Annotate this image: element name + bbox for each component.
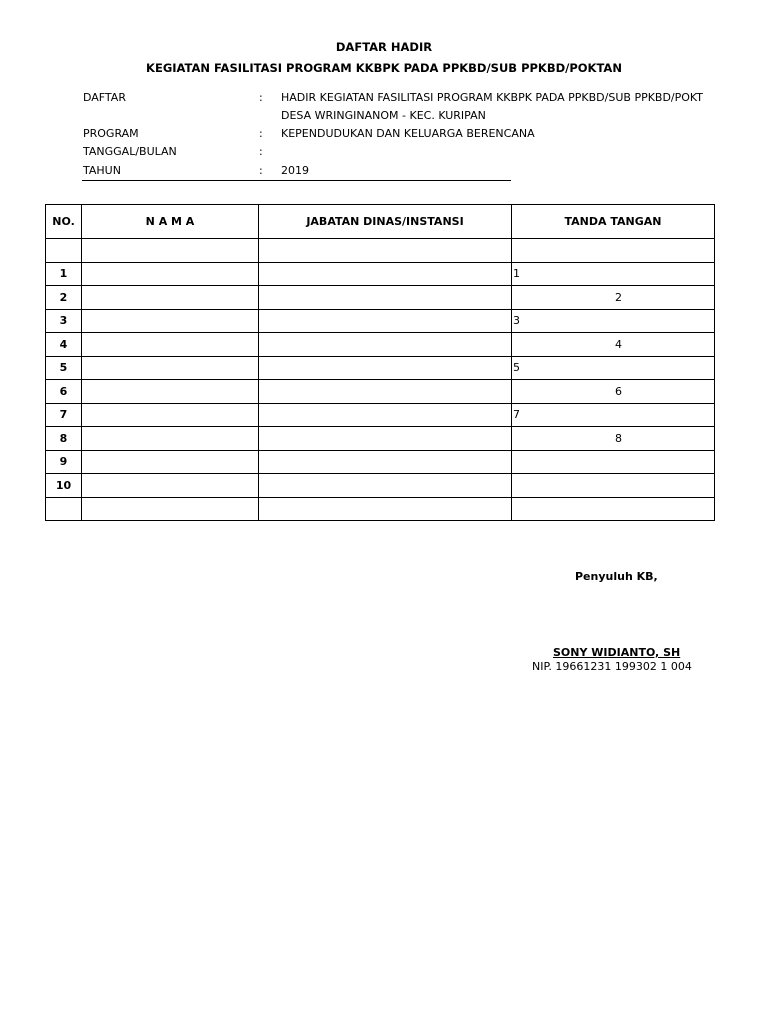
row-no: 8 (46, 427, 82, 451)
row-nama (82, 333, 259, 357)
row-jabatan (259, 403, 512, 427)
row-nama (82, 450, 259, 474)
row-jabatan (259, 497, 512, 521)
row-nama (82, 427, 259, 451)
column-header-jabatan: JABATAN DINAS/INSTANSI (259, 205, 512, 239)
row-signature (512, 497, 715, 521)
column-header-tanda-tangan: TANDA TANGAN (512, 205, 715, 239)
document-title: DAFTAR HADIR (335, 40, 433, 54)
row-no: 4 (46, 333, 82, 357)
info-value-daftar: HADIR KEGIATAN FASILITASI PROGRAM KKBPK PADA PPKBD/SUB PPKBD/POKT (281, 91, 704, 104)
row-signature: 8 (512, 427, 715, 451)
table-row (46, 380, 715, 404)
table-row (46, 403, 715, 427)
row-no: 10 (46, 474, 82, 498)
info-sep-tanggal: : (259, 145, 263, 158)
row-signature: 4 (512, 333, 715, 357)
row-no: 9 (46, 450, 82, 474)
info-value-tahun: 2019 (281, 164, 309, 177)
row-no: 2 (46, 286, 82, 310)
table-row (46, 427, 715, 451)
row-signature (512, 450, 715, 474)
signature-nip: NIP. 19661231 199302 1 004 (532, 660, 692, 673)
row-signature: 3 (512, 309, 715, 333)
signature-role: Penyuluh KB, (575, 570, 658, 583)
signature-name: SONY WIDIANTO, SH (553, 646, 681, 659)
column-header-no: NO. (46, 205, 82, 239)
info-value-program: KEPENDUDUKAN DAN KELUARGA BERENCANA (281, 127, 535, 140)
row-jabatan (259, 309, 512, 333)
table-row (46, 286, 715, 310)
row-nama (82, 286, 259, 310)
table-row (46, 497, 715, 521)
row-jabatan (259, 427, 512, 451)
row-nama (82, 380, 259, 404)
info-sep-daftar: : (259, 91, 263, 104)
table-row (46, 262, 715, 286)
table-row (46, 474, 715, 498)
row-jabatan (259, 262, 512, 286)
table-row (46, 356, 715, 380)
row-jabatan (259, 450, 512, 474)
table-row (46, 333, 715, 357)
row-no (46, 497, 82, 521)
row-nama (82, 356, 259, 380)
row-no: 5 (46, 356, 82, 380)
column-header-nama: N A M A (82, 205, 259, 239)
info-sep-tahun: : (259, 164, 263, 177)
attendance-table (45, 204, 715, 521)
table-row (46, 309, 715, 333)
row-no: 1 (46, 262, 82, 286)
row-nama (82, 403, 259, 427)
table-row (46, 450, 715, 474)
row-no: 7 (46, 403, 82, 427)
row-jabatan (259, 356, 512, 380)
info-label-tahun: TAHUN (83, 164, 121, 177)
row-signature (512, 239, 715, 263)
info-label-daftar: DAFTAR (83, 91, 126, 104)
row-nama (82, 309, 259, 333)
row-nama (82, 262, 259, 286)
row-jabatan (259, 286, 512, 310)
row-nama (82, 497, 259, 521)
row-jabatan (259, 474, 512, 498)
row-nama (82, 239, 259, 263)
info-value-daftar-line2: DESA WRINGINANOM - KEC. KURIPAN (281, 109, 486, 122)
info-sep-program: : (259, 127, 263, 140)
row-jabatan (259, 380, 512, 404)
row-no (46, 239, 82, 263)
row-no: 6 (46, 380, 82, 404)
header-underline (82, 180, 511, 181)
row-signature: 5 (512, 356, 715, 380)
row-signature: 6 (512, 380, 715, 404)
row-no: 3 (46, 309, 82, 333)
row-signature (512, 474, 715, 498)
row-jabatan (259, 239, 512, 263)
info-label-program: PROGRAM (83, 127, 139, 140)
row-jabatan (259, 333, 512, 357)
table-header-row (46, 205, 715, 239)
row-signature: 7 (512, 403, 715, 427)
row-signature: 1 (512, 262, 715, 286)
document-subtitle: KEGIATAN FASILITASI PROGRAM KKBPK PADA PPKBD/SUB PPKBD/POKTAN (146, 61, 622, 75)
table-row (46, 239, 715, 263)
info-label-tanggal: TANGGAL/BULAN (83, 145, 177, 158)
row-nama (82, 474, 259, 498)
row-signature: 2 (512, 286, 715, 310)
